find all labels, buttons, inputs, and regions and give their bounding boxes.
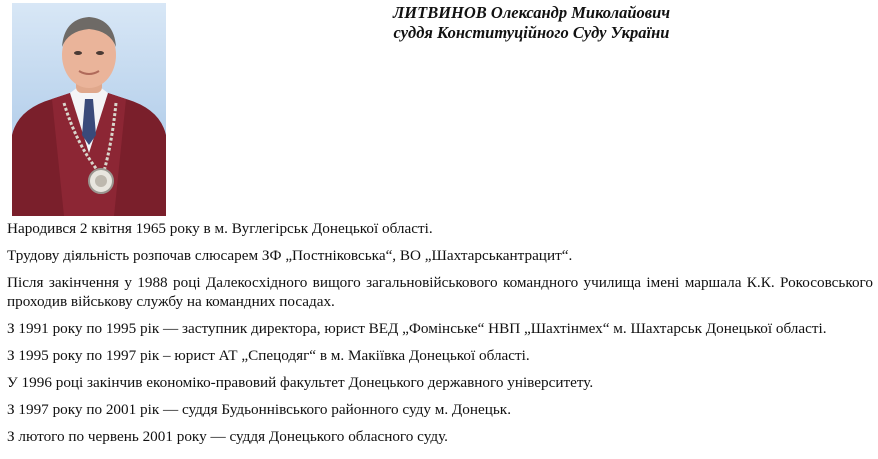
bio-paragraph: З лютого по червень 2001 року — суддя Донецького обласного суду. bbox=[7, 428, 448, 445]
bio-paragraph: Народився 2 квітня 1965 року в м. Вуглегірськ Донецької області. bbox=[7, 220, 433, 237]
judge-header bbox=[185, 3, 878, 43]
judge-portrait-photo bbox=[12, 3, 166, 216]
bio-paragraph: З 1997 року по 2001 рік — суддя Будьоннівського районного суду м. Донецьк. bbox=[7, 401, 511, 418]
judge-portrait-icon bbox=[12, 3, 166, 216]
judge-position: суддя Конституційного Суду України bbox=[393, 23, 670, 42]
biography bbox=[7, 219, 873, 454]
bio-paragraph: З 1995 року по 1997 рік – юрист АТ „Спецодяг“ в м. Макіївка Донецької області. bbox=[7, 347, 530, 364]
bio-paragraph: Після закінчення у 1988 році Далекосхідного вищого загальновійськового командного училища імені маршала К.К. Рокосовського проходив військову службу на командних посадах. bbox=[7, 274, 873, 310]
bio-paragraph: У 1996 році закінчив економіко-правовий факультет Донецького державного університету. bbox=[7, 374, 594, 391]
bio-paragraph: З 1991 року по 1995 рік — заступник директора, юрист ВЕД „Фомінське“ НВП „Шахтінмех“ м. Шахтарськ Донецької області. bbox=[7, 320, 827, 337]
judge-name: ЛИТВИНОВ Олександр Миколайович bbox=[392, 3, 671, 22]
bio-paragraph: Трудову діяльність розпочав слюсарем ЗФ „Постніковська“, ВО „Шахтарськантрацит“. bbox=[7, 247, 573, 264]
